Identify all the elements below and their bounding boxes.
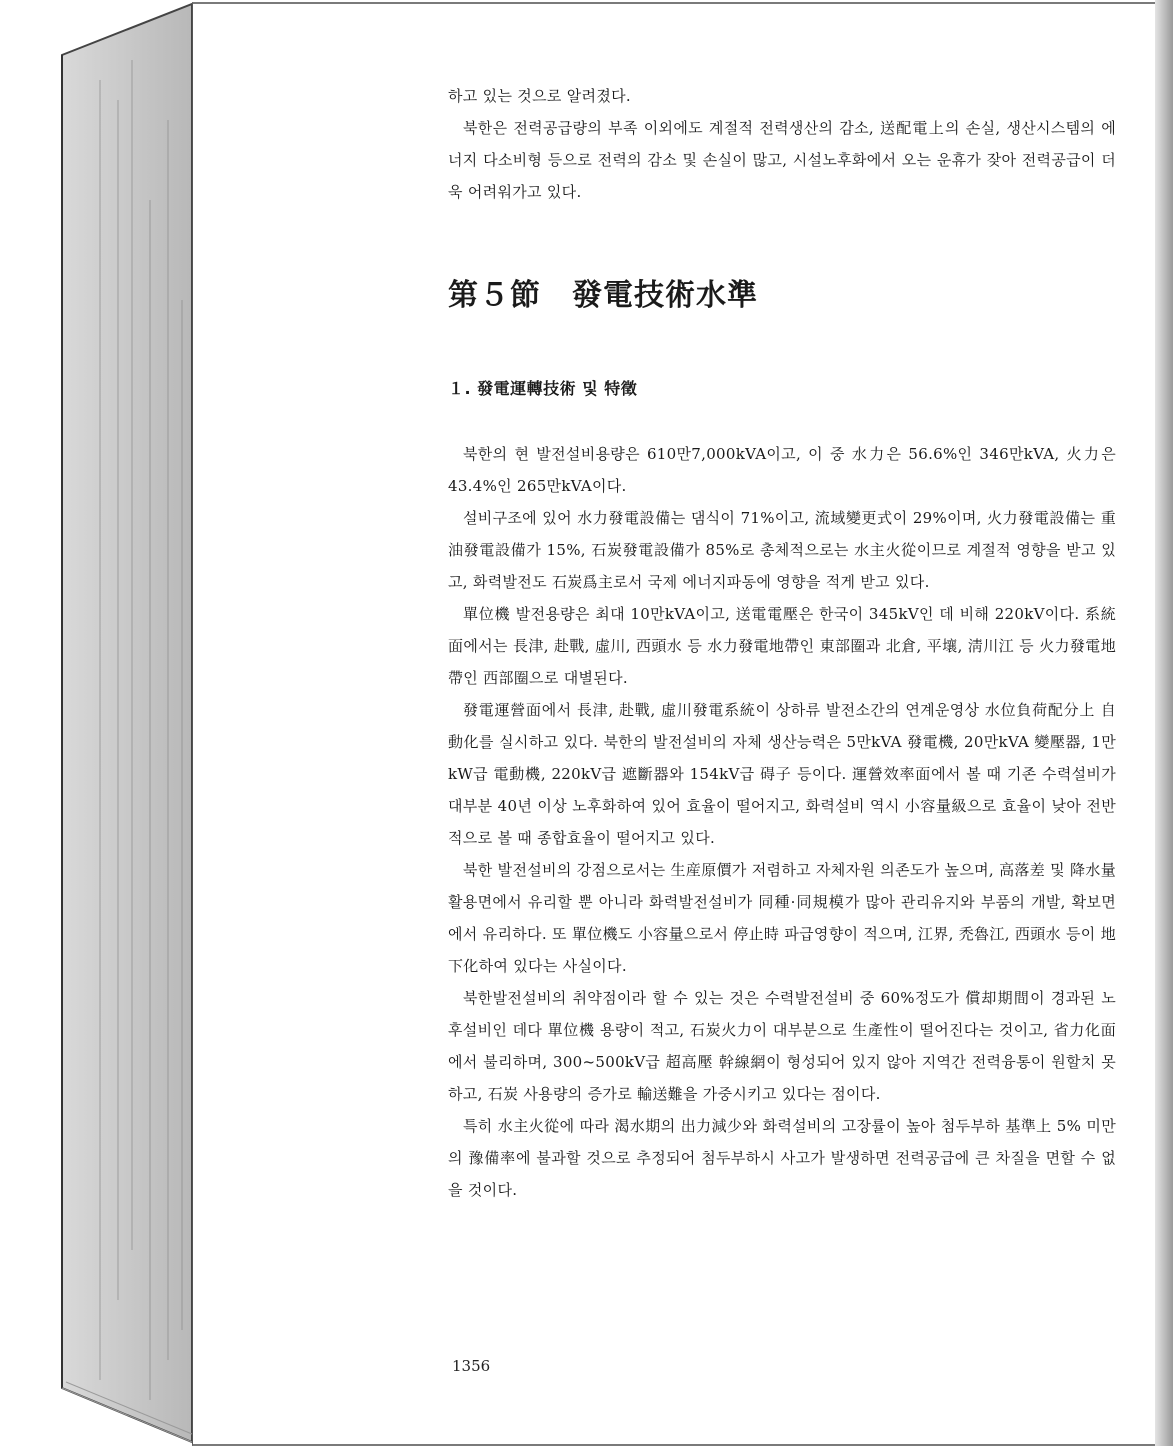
body-paragraph: 發電運營面에서 長津, 赴戰, 虛川發電系統이 상하류 발전소간의 연계운영상 水位負荷配分上 自動化를 실시하고 있다. 북한의 발전설비의 자체 생산능력은 5만kVA 發電機, 20만kVA 變壓器, 1만kW급 電動機, 220kV급 遮斷器와 154kV급 碍子 등이다. 運營效率面에서 볼 때 기존 수력설비가 대부분 40년 이상 노후화하여 있어 효율이 떨어지고, 화력설비 역시 小容量級으로 효율이 낮아 전반적으로 볼 때 종합효율이 떨어지고 있다. [448,701,1116,847]
intro-paragraph: 북한은 전력공급량의 부족 이외에도 계절적 전력생산의 감소, 送配電上의 손실, 생산시스템의 에너지 다소비형 등으로 전력의 감소 및 손실이 많고, 시설노후화에서 오는 운휴가 잦아 전력공급이 더욱 어려워가고 있다. [448,119,1116,201]
intro-paragraph-continuation: 하고 있는 것으로 알려졌다. [448,87,631,105]
body-paragraph: 특히 水主火從에 따라 渴水期의 出力減少와 화력설비의 고장률이 높아 첨두부하 基準上 5% 미만의 豫備率에 불과할 것으로 추정되어 첨두부하시 사고가 발생하면 전력공급에 큰 차질을 면할 수 없을 것이다. [448,1117,1116,1199]
body-text [448,438,1116,1206]
body-paragraph: 單位機 발전용량은 최대 10만kVA이고, 送電電壓은 한국이 345kV인 데 비해 220kV이다. 系統面에서는 長津, 赴戰, 虛川, 西頭水 등 水力發電地帶인 東部圈과 北倉, 平壤, 淸川江 등 火力發電地帶인 西部圈으로 대별된다. [448,605,1116,687]
section-title: 第５節 發電技術水準 [448,278,758,313]
subsection-title: １. 發電運轉技術 및 特徵 [448,379,638,398]
book-edge [0,0,200,1446]
page-edge-shadow [1155,0,1173,1446]
body-paragraph: 북한발전설비의 취약점이라 할 수 있는 것은 수력발전설비 중 60%정도가 償却期間이 경과된 노후설비인 데다 單位機 용량이 적고, 石炭火力이 대부분으로 生產性이 떨어진다는 것이고, 省力化面에서 불리하며, 300~500kV급 超高壓 幹線網이 형성되어 있지 않아 지역간 전력융통이 원할치 못하고, 石炭 사용량의 증가로 輸送難을 가중시키고 있다는 점이다. [448,989,1116,1103]
body-paragraph: 북한 발전설비의 강점으로서는 生産原價가 저렴하고 자체자원 의존도가 높으며, 高落差 및 降水量 활용면에서 유리할 뿐 아니라 화력발전설비가 同種·同規模가 많아 관리유지와 부품의 개발, 확보면에서 유리하다. 또 單位機도 小容量으로서 停止時 파급영향이 적으며, 江界, 禿魯江, 西頭水 등이 地下化하여 있다는 사실이다. [448,861,1116,975]
body-paragraph: 북한의 현 발전설비용량은 610만7,000kVA이고, 이 중 水力은 56.6%인 346만kVA, 火力은 43.4%인 265만kVA이다. [448,445,1116,495]
body-paragraph: 설비구조에 있어 水力發電設備는 댐식이 71%이고, 流域變更式이 29%이며, 火力發電設備는 重油發電設備가 15%, 石炭發電設備가 85%로 총체적으로는 水主火從이므로 계절적 영향을 받고 있고, 화력발전도 石炭爲主로서 국제 에너지파동에 영향을 적게 받고 있다. [448,509,1116,591]
page-number: 1356 [452,1357,491,1375]
intro-text [448,80,1116,208]
